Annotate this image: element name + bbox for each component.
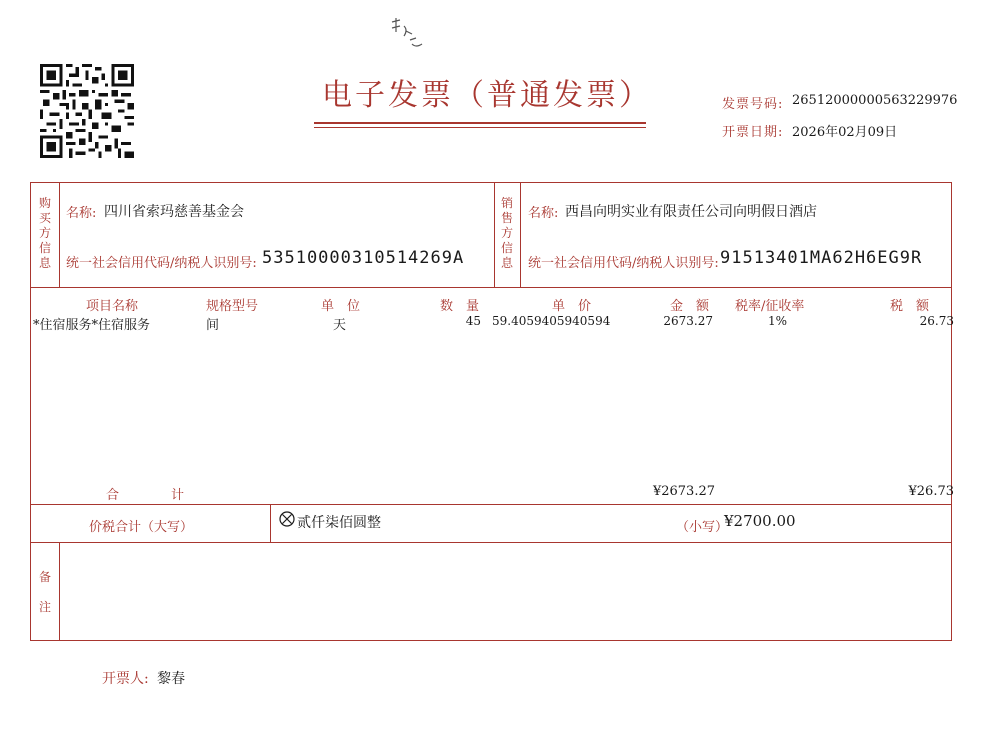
grand-total-small-label: （小写） [676, 520, 729, 535]
col-unit-price: 单 价 [552, 299, 592, 314]
item-tax-rate: 1% [768, 314, 788, 328]
item-unit: 天 [333, 318, 347, 333]
handwritten-mark [386, 14, 426, 58]
title-underline-thin [314, 127, 646, 128]
remarks-label: 备 注 [38, 570, 51, 614]
col-spec: 规格型号 [206, 299, 259, 314]
item-quantity: 45 [465, 314, 481, 328]
buyer-name: 四川省索玛慈善基金会 [104, 204, 244, 220]
invoice-number: 26512000000563229976 [792, 93, 958, 108]
seller-name-label: 名称: [528, 206, 559, 221]
grand-total-label: 价税合计（大写） [89, 520, 194, 535]
seller-taxid-label: 统一社会信用代码/纳税人识别号: [528, 256, 719, 271]
title-underline [314, 122, 646, 124]
qr-code [40, 64, 134, 158]
issuer [102, 668, 185, 688]
item-name: *住宿服务*住宿服务 [33, 318, 151, 333]
invoice-number-label: 发票号码: [722, 97, 784, 112]
col-tax-rate: 税率/征收率 [735, 299, 805, 314]
item-spec: 间 [206, 318, 220, 333]
totals-divider [30, 504, 952, 505]
seller-taxid: 91513401MA62H6EG9R [720, 248, 923, 268]
grand-total-words: 贰仟柒佰圆整 [297, 515, 381, 531]
invoice-date-label: 开票日期: [722, 125, 784, 140]
buyer-side-label: 购 买 方 信 息 [38, 196, 51, 270]
seller-name: 西昌向明实业有限责任公司向明假日酒店 [565, 204, 817, 220]
col-tax-amount: 税 额 [890, 299, 930, 314]
totals-label: 合 计 [106, 488, 185, 503]
col-item-name: 项目名称 [86, 299, 139, 314]
party-divider [30, 287, 952, 288]
col-amount: 金 额 [670, 299, 710, 314]
grand-total-divider-vertical [270, 504, 271, 542]
buyer-taxid-label: 统一社会信用代码/纳税人识别号: [66, 256, 257, 271]
col-quantity: 数 量 [440, 299, 480, 314]
item-tax-amount: 26.73 [919, 314, 954, 328]
seller-side-label: 销 售 方 信 息 [500, 196, 513, 270]
grand-total-divider [30, 542, 952, 543]
item-amount: 2673.27 [663, 314, 713, 328]
seller-label-divider [520, 182, 521, 287]
party-center-divider [494, 182, 495, 287]
totals-amount: ¥2673.27 [652, 484, 715, 499]
buyer-taxid: 53510000310514269A [262, 248, 465, 268]
item-unit-price: 59.4059405940594 [492, 314, 611, 328]
issuer-label: 开票人: [102, 671, 149, 687]
circle-x-icon [279, 511, 295, 527]
grand-total-small-value: ¥2700.00 [724, 512, 796, 530]
invoice-title: 电子发票（普通发票） [322, 78, 652, 113]
buyer-label-divider [59, 182, 60, 287]
buyer-name-label: 名称: [66, 206, 97, 221]
issuer-name: 黎春 [157, 671, 186, 687]
remarks-label-divider [59, 542, 60, 641]
totals-tax: ¥26.73 [908, 484, 954, 499]
col-unit: 单 位 [321, 299, 361, 314]
invoice-date: 2026年02月09日 [792, 125, 898, 140]
